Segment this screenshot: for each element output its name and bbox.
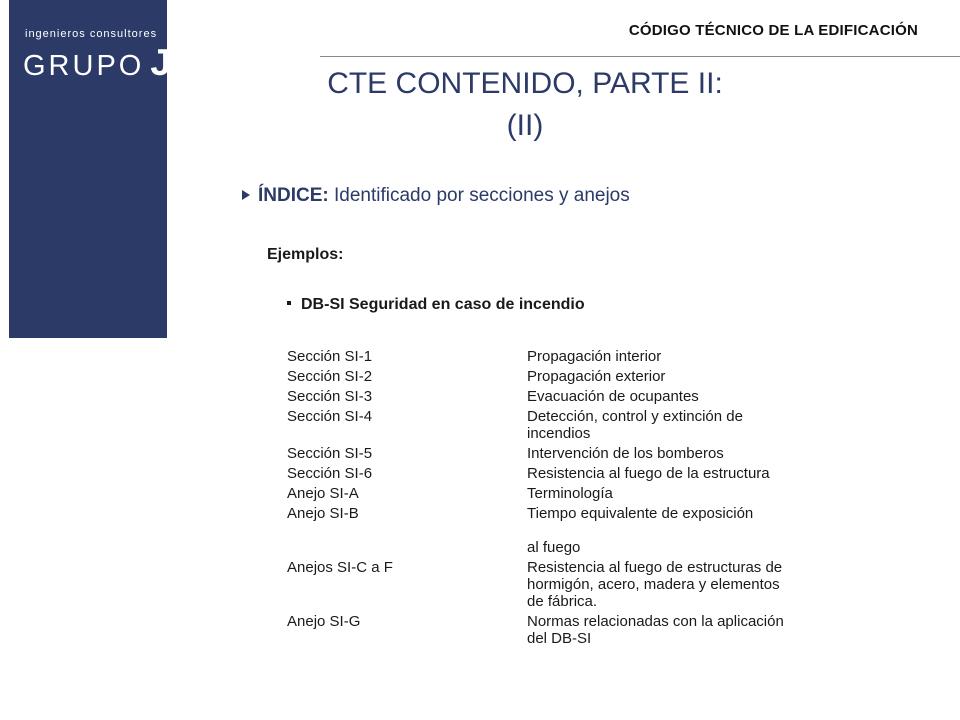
section-row — [287, 348, 887, 365]
section-description: Detección, control y extinción de incendios — [527, 408, 743, 442]
logo-tagline: ingenieros consultores — [25, 28, 158, 40]
logo-panel — [9, 0, 200, 338]
document-header: CÓDIGO TÉCNICO DE LA EDIFICACIÓN — [628, 22, 918, 39]
index-term: ÍNDICE: — [258, 185, 329, 206]
section-code: Sección SI-5 — [287, 445, 373, 462]
section-description: Resistencia al fuego de la estructura — [527, 465, 770, 482]
section-code: Anejos SI-C a F — [287, 559, 393, 576]
section-code: Sección SI-2 — [287, 368, 373, 385]
logo-mark: JG — [150, 42, 200, 83]
header-divider — [320, 56, 960, 57]
square-bullet-icon — [287, 301, 291, 305]
section-code: Sección SI-4 — [287, 408, 373, 425]
section-description: Propagación interior — [527, 348, 662, 365]
section-code: Anejo SI-A — [287, 485, 359, 502]
slide-title-line-1: CTE CONTENIDO, PARTE II: — [327, 67, 723, 100]
section-row — [287, 613, 887, 647]
triangle-bullet-icon — [242, 190, 250, 200]
section-description: Normas relacionadas con la aplicación del DB-SI — [527, 613, 784, 647]
db-heading-text: DB-SI Seguridad en caso de incendio — [301, 296, 585, 313]
index-bullet — [242, 185, 630, 207]
section-description: Terminología — [527, 485, 613, 502]
section-row — [287, 408, 887, 442]
section-code: Sección SI-1 — [287, 348, 373, 365]
db-heading — [287, 296, 585, 314]
section-description: Propagación exterior — [527, 368, 666, 385]
section-row — [287, 388, 887, 405]
examples-label: Ejemplos: — [267, 246, 344, 263]
index-description: Identificado por secciones y anejos — [328, 185, 630, 206]
section-description: Intervención de los bomberos — [527, 445, 724, 462]
sections-list — [287, 348, 887, 650]
section-code: Anejo SI-B — [287, 505, 359, 522]
section-row — [287, 368, 887, 385]
section-row — [287, 505, 887, 556]
section-description: Tiempo equivalente de exposición al fuego — [527, 505, 754, 556]
section-description: Evacuación de ocupantes — [527, 388, 699, 405]
section-code: Sección SI-3 — [287, 388, 373, 405]
section-row — [287, 445, 887, 462]
section-description: Resistencia al fuego de estructuras de hormigón, acero, madera y elementos de fábrica. — [527, 559, 783, 610]
section-row — [287, 559, 887, 610]
slide-title-line-2: (II) — [506, 109, 544, 142]
section-code: Anejo SI-G — [287, 613, 361, 630]
logo-word: GRUPO — [23, 50, 145, 82]
section-row — [287, 485, 887, 502]
logo-wordmark — [23, 42, 200, 84]
section-row — [287, 465, 887, 482]
section-code: Sección SI-6 — [287, 465, 373, 482]
